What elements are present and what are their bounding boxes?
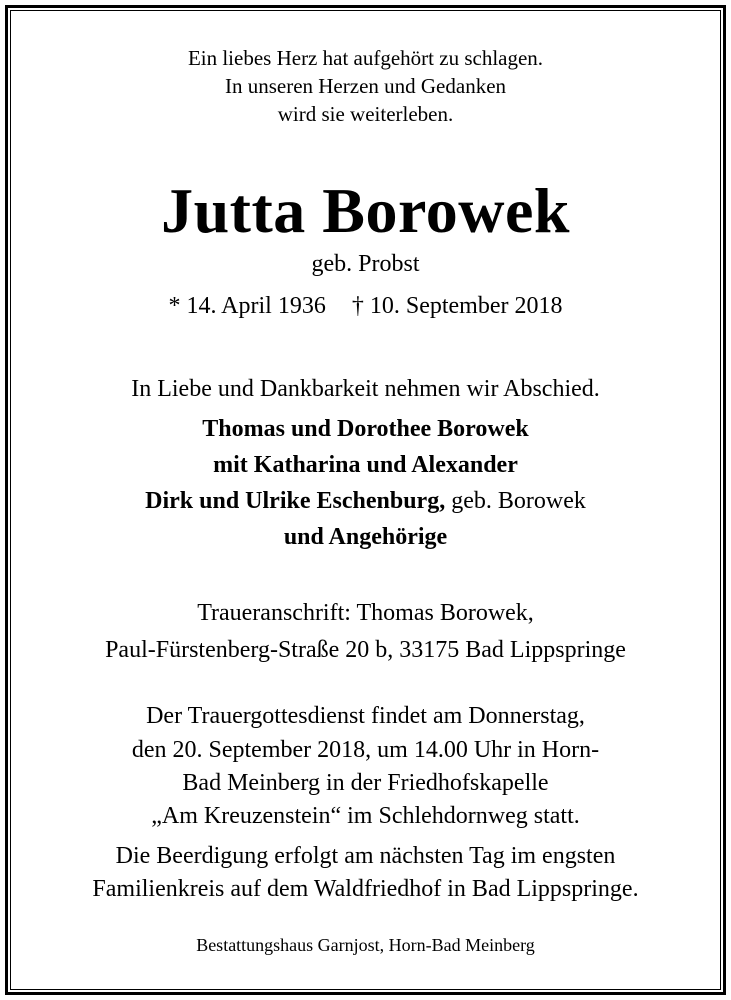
service-line-4: „Am Kreuzenstein“ im Schlehdornweg statt. xyxy=(151,803,580,829)
family-line-2: mit Katharina und Alexander xyxy=(213,452,518,478)
burial-line-2: Familienkreis auf dem Waldfriedhof in Bad Lippspringe. xyxy=(92,876,639,902)
life-dates xyxy=(0,292,731,320)
family-line-3-maiden: geb. Borowek xyxy=(445,488,586,514)
maiden-name: geb. Probst xyxy=(311,251,420,277)
service-line-3: Bad Meinberg in der Friedhofskapelle xyxy=(182,770,549,796)
family-line-4: und Angehörige xyxy=(283,524,448,550)
service-line-1: Der Trauergottesdienst findet am Donnerstag, xyxy=(146,703,585,729)
family-line-3-names: Dirk und Ulrike Eschenburg, xyxy=(145,488,446,514)
birth-date: * 14. April 1936 xyxy=(168,293,326,319)
farewell-intro: In Liebe und Dankbarkeit nehmen wir Abschied. xyxy=(131,376,600,402)
address-line-2: Paul-Fürstenberg-Straße 20 b, 33175 Bad Lippspringe xyxy=(105,637,626,663)
deceased-name: Jutta Borowek xyxy=(161,175,570,246)
verse-line-2: In unseren Herzen und Gedanken xyxy=(224,74,507,98)
family-line-1: Thomas und Dorothee Borowek xyxy=(202,416,529,442)
family-line-3 xyxy=(0,487,731,515)
verse-line-1: Ein liebes Herz hat aufgehört zu schlagen. xyxy=(187,46,544,70)
death-date: † 10. September 2018 xyxy=(351,293,563,319)
burial-line-1: Die Beerdigung erfolgt am nächsten Tag im engsten xyxy=(115,843,616,869)
service-line-2: den 20. September 2018, um 14.00 Uhr in Horn- xyxy=(131,737,600,763)
verse-line-3: wird sie weiterleben. xyxy=(277,102,454,126)
undertaker: Bestattungshaus Garnjost, Horn-Bad Meinberg xyxy=(196,935,535,955)
address-line-1: Traueranschrift: Thomas Borowek, xyxy=(197,600,534,626)
